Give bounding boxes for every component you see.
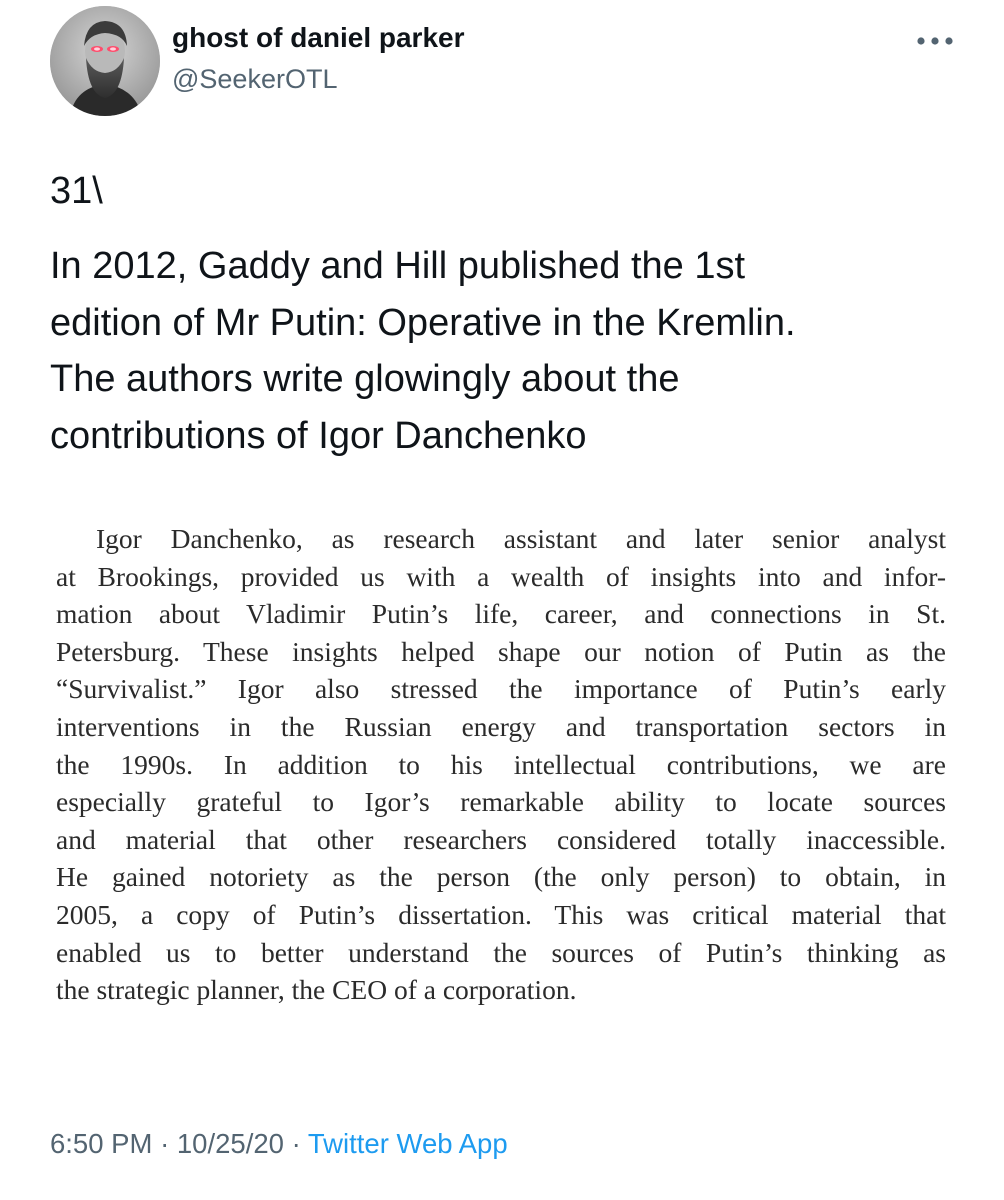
tweet-date[interactable]: 10/25/20 [176, 1128, 284, 1159]
more-horizontal-icon [915, 36, 955, 46]
more-options-button[interactable] [905, 24, 965, 58]
tweet-text-line: In 2012, Gaddy and Hill published the 1st [50, 245, 746, 287]
meta-separator: · [160, 1128, 170, 1159]
excerpt-line: at Brookings, provided us with a wealth of insights into and infor- [56, 560, 946, 592]
excerpt-line: interventions in the Russian energy and transportation sectors in [56, 710, 946, 742]
portrait-image [50, 6, 160, 116]
excerpt-line: especially grateful to Igor’s remarkable ability to locate sources [56, 786, 946, 818]
excerpt-line: Petersburg. These insights helped shape our notion of Putin as the [56, 635, 946, 667]
tweet-text-line: The authors write glowingly about the [50, 358, 680, 400]
tweet-text [50, 238, 970, 464]
tweet-source-link[interactable]: Twitter Web App [307, 1128, 508, 1159]
tweet-metadata [50, 1128, 508, 1160]
avatar[interactable] [50, 6, 160, 116]
excerpt-line: enabled us to better understand the sources of Putin’s thinking as [56, 936, 946, 968]
author-display-name[interactable]: ghost of daniel parker [172, 22, 465, 53]
excerpt-line: the strategic planner, the CEO of a corporation. [56, 974, 577, 1006]
excerpt-line: Igor Danchenko, as research assistant and later senior analyst [96, 523, 946, 554]
excerpt-line: “Survivalist.” Igor also stressed the importance of Putin’s early [56, 673, 946, 705]
tweet-text-line: contributions of Igor Danchenko [50, 414, 587, 457]
author-handle[interactable]: @SeekerOTL [172, 64, 338, 94]
excerpt-line: 2005, a copy of Putin’s dissertation. This was critical material that [56, 898, 946, 930]
excerpt-line: mation about Vladimir Putin’s life, career, and connections in St. [56, 598, 946, 630]
excerpt-line: He gained notoriety as the person (the only person) to obtain, in [56, 861, 946, 893]
attached-book-excerpt-image[interactable] [56, 520, 946, 1009]
meta-separator: · [291, 1128, 301, 1159]
excerpt-line: and material that other researchers considered totally inaccessible. [56, 823, 946, 855]
excerpt-line: the 1990s. In addition to his intellectual contributions, we are [56, 748, 946, 780]
tweet-thread-number: 31\ [50, 170, 103, 212]
tweet-time[interactable]: 6:50 PM [50, 1128, 153, 1159]
tweet-text-line: edition of Mr Putin: Operative in the Kremlin. [50, 301, 796, 344]
